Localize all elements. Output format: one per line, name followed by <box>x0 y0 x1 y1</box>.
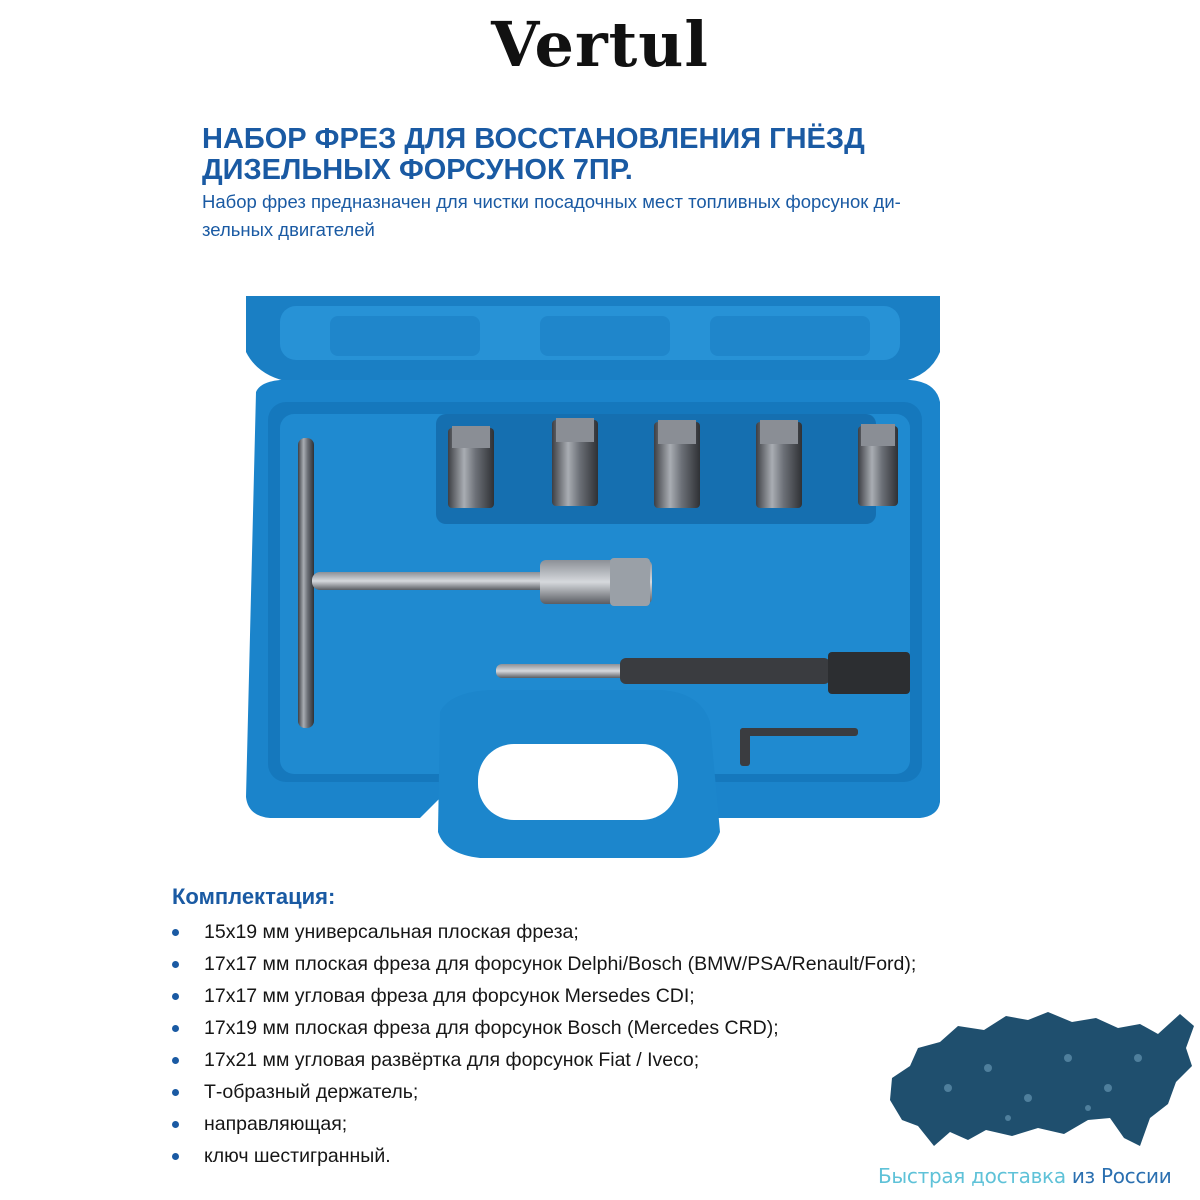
list-item: 17x19 мм плоская фреза для форсунок Bosch (Mercedes CRD); <box>172 1012 916 1044</box>
list-item: 17x17 мм угловая фреза для форсунок Mersedes CDI; <box>172 980 916 1012</box>
list-item: Т-образный держатель; <box>172 1076 916 1108</box>
product-title-line-2: ДИЗЕЛЬНЫХ ФОРСУНОК 7ПР. <box>202 154 633 186</box>
product-description-line-2: зельных двигателей <box>202 219 375 240</box>
delivery-banner <box>878 1164 1200 1188</box>
product-description-line-1: Набор фрез предназначен для чистки посадочных мест топливных форсунок ди- <box>202 191 901 212</box>
bullet-icon <box>172 1025 179 1032</box>
product-photo <box>240 292 950 867</box>
russia-map-icon <box>888 1008 1198 1160</box>
list-item: 17x21 мм угловая развёртка для форсунок Fiat / Iveco; <box>172 1044 916 1076</box>
bullet-icon <box>172 993 179 1000</box>
tool-case-illustration <box>240 292 950 862</box>
bullet-icon <box>172 961 179 968</box>
kit-heading: Комплектация: <box>172 884 336 909</box>
delivery-text-1: Быстрая доставка <box>878 1164 1066 1188</box>
kit-list <box>172 916 916 1172</box>
product-title-line-1: НАБОР ФРЕЗ ДЛЯ ВОССТАНОВЛЕНИЯ ГНЁЗД <box>202 123 865 155</box>
list-item: 17x17 мм плоская фреза для форсунок Delphi/Bosch (BMW/PSA/Renault/Ford); <box>172 948 916 980</box>
russia-map <box>888 1008 1198 1165</box>
list-item: направляющая; <box>172 1108 916 1140</box>
bullet-icon <box>172 929 179 936</box>
list-item: 15x19 мм универсальная плоская фреза; <box>172 916 916 948</box>
brand-logo: Vertul <box>491 8 709 81</box>
delivery-text-2: из России <box>1071 1164 1172 1188</box>
bullet-icon <box>172 1121 179 1128</box>
list-item: ключ шестигранный. <box>172 1140 916 1172</box>
product-description <box>202 188 1002 244</box>
product-title <box>202 124 1082 186</box>
bullet-icon <box>172 1057 179 1064</box>
bullet-icon <box>172 1153 179 1160</box>
bullet-icon <box>172 1089 179 1096</box>
